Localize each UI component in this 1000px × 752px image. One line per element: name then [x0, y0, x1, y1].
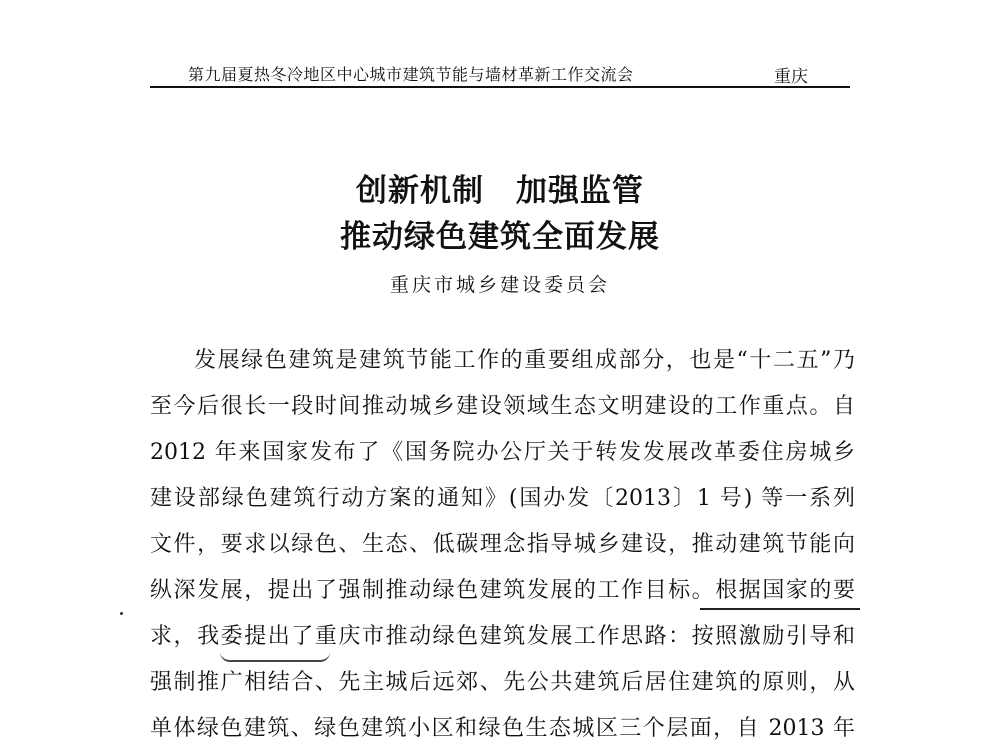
margin-dot — [120, 612, 123, 615]
body-line: 求，我委提出了重庆市推动绿色建筑发展工作思路：按照激励引导和 — [150, 624, 855, 649]
body-line: 发展绿色建筑是建筑节能工作的重要组成部分，也是“十二五”乃 — [194, 348, 855, 373]
running-header — [150, 58, 850, 88]
handwritten-wavy-underline — [220, 652, 330, 662]
body-line: 至今后很长一段时间推动城乡建设领域生态文明建设的工作重点。自 — [150, 394, 855, 419]
body-line: 文件，要求以绿色、生态、低碳理念指导城乡建设，推动建筑节能向 — [150, 532, 855, 557]
body-line: 单体绿色建筑、绿色建筑小区和绿色生态城区三个层面，自 2013 年 — [150, 716, 855, 741]
body-line: 建设部绿色建筑行动方案的通知》(国办发〔2013〕1 号) 等一系列 — [150, 486, 855, 511]
handwritten-underline — [700, 608, 860, 610]
header-city: 重庆 — [774, 67, 808, 87]
body-line: 2012 年来国家发布了《国务院办公厅关于转发发展改革委住房城乡 — [150, 440, 855, 465]
article-author: 重庆市城乡建设委员会 — [389, 274, 610, 296]
conference-name: 第九届夏热冬冷地区中心城市建筑节能与墙材革新工作交流会 — [188, 65, 634, 84]
article-body — [150, 338, 855, 752]
article-title-line-2: 推动绿色建筑全面发展 — [340, 219, 660, 255]
article-title-line-1: 创新机制 加强监管 — [356, 173, 644, 209]
body-line: 强制推广相结合、先主城后远郊、先公共建筑后居住建筑的原则，从 — [150, 670, 855, 695]
body-line: 纵深发展，提出了强制推动绿色建筑发展的工作目标。根据国家的要 — [150, 578, 855, 603]
